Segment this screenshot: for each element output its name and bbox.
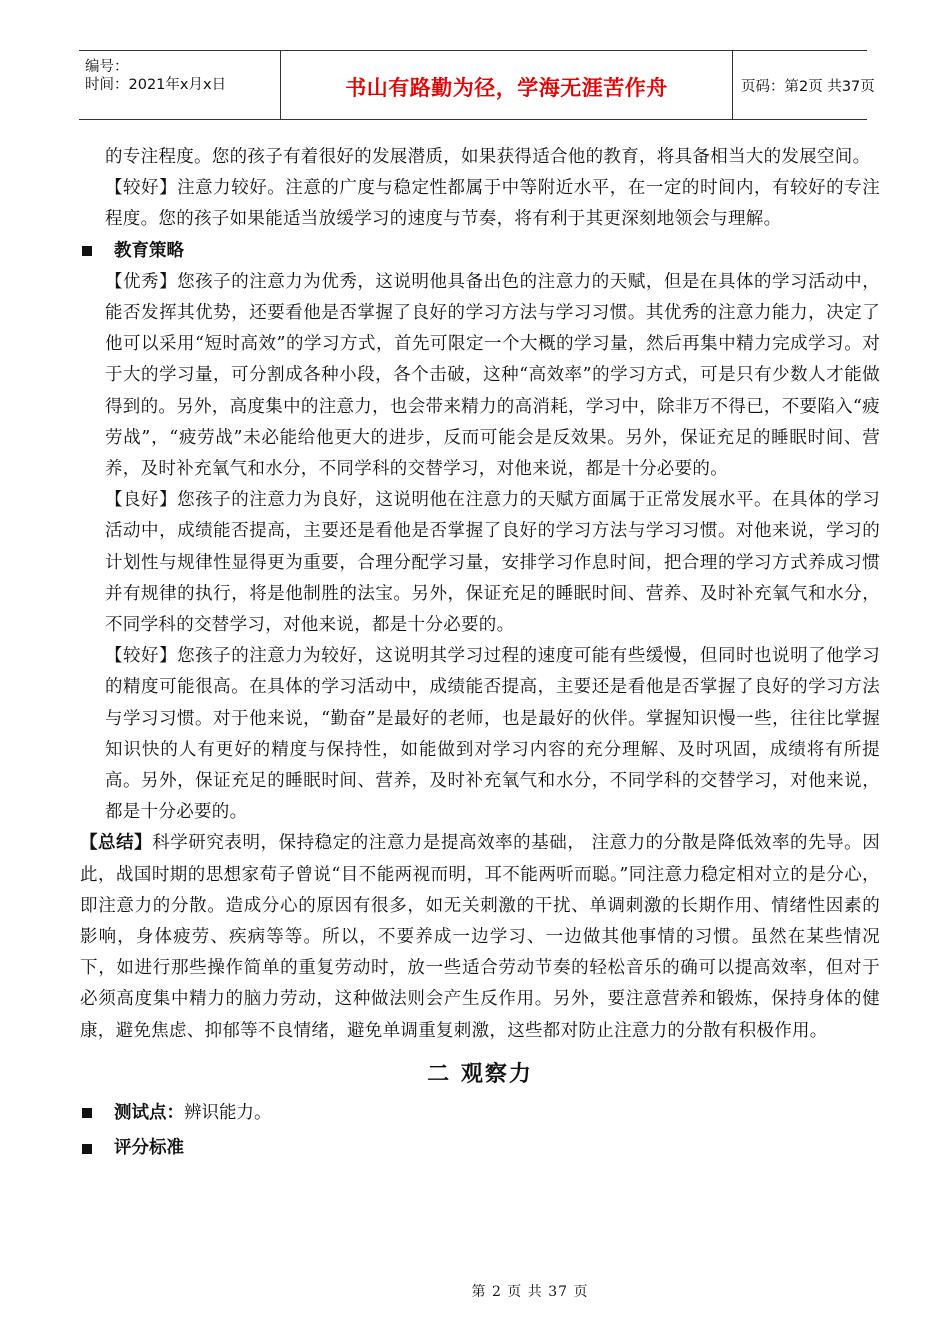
bullet-test-point [80, 1098, 880, 1129]
p1-line1: 的专注程度。您的孩子有着很好的发展潜质，如果获得适合他的教育，将具备相当大的发展 [105, 147, 817, 167]
square-bullet-icon [82, 1108, 92, 1118]
header-motto: 书山有路勤为径，学海无涯苦作舟 [345, 76, 668, 100]
number-label: 编号： [85, 59, 129, 75]
page-footer: 第 2 页 共 37 页 [471, 1284, 589, 1300]
paragraph-youxiu: 【优秀】您孩子的注意力为优秀，这说明他具备出色的注意力的天赋，但是在具体的学习活动中，能否发挥其优势，还要看他是否掌握了良好的学习方法与学习习惯。其优秀的注意力能力，决定了他可以采用“短时高效”的学习方式，首先可限定一个大概的学习量，然后再集中精力完成学习。对于大的学习量，可分割成各种小段，各个击破，这种“高效率”的学习方式，可是只有少数人才能做得到的。另外，高度集中的注意力，也会带来精力的高消耗，学习中，除非万不得已，不要陷入“疲劳战”，“疲劳战”未必能给他更大的进步，反而可能会是反效果。另外，保证充足的睡眠时间、营养，及时补充氧气和水分，不同学科的交替学习，对他来说，都是十分必要的。 [105, 271, 880, 480]
square-bullet-icon [82, 1144, 92, 1154]
criteria-label: 评分标准 [114, 1138, 184, 1159]
paragraph-jiaohao: 【较好】您孩子的注意力为较好，这说明其学习过程的速度可能有些缓慢，但同时也说明了他学习的精度可能很高。在具体的学习活动中，成绩能否提高，主要还是看他是否掌握了良好的学习方法与学习习惯。对于他来说，“勤奋”是最好的老师，也是最好的伙伴。掌握知识慢一些，往往比掌握知识快的人有更好的精度与保持性，如能做到对学习内容的充分理解、及时巩固，成绩将有所提高。另外，保证充足的睡眠时间、营养，及时补充氧气和水分，不同学科的交替学习，对他来说，都是十分必要的。 [105, 646, 880, 823]
document-body [80, 142, 880, 1164]
section-title: 二 观察力 [427, 1061, 533, 1087]
paragraph-lianghao: 【良好】您孩子的注意力为良好，这说明他在注意力的天赋方面属于正常发展水平。在具体的学习活动中，成绩能否提高，主要还是看他是否掌握了良好的学习方法与学习习惯。对他来说，学习的计划性与规律性显得更为重要，合理分配学习量，安排学习作息时间，把合理的学习方式养成习惯并有规律的执行，将是他制胜的法宝。另外，保证充足的睡眠时间、营养、及时补充氧气和水分，不同学科的交替学习，对他来说，都是十分必要的。 [105, 490, 880, 636]
summary-text: 科学研究表明，保持稳定的注意力是提高效率的基础， 注意力的分散是降低效率的先导。因此，战国时期的思想家荀子曾说“目不能两视而明，耳不能两听而聪。”同注意力稳定相对立的是分心，即注意力的分散。造成分心的原因有很多，如无关刺激的干扰、单调刺激的长期作用、情绪性因素的影响，身体疲劳、疾病等等。所以，不要养成一边学习、一边做其他事情的习惯。虽然在某些情况下，如进行那些操作简单的重复劳动时，放一些适合劳动节奏的轻松音乐的确可以提高效率，但对于必须高度集中精力的脑力劳动，这种做法则会产生反作用。另外，要注意营养和锻炼，保持身体的健康，避免焦虑、抑郁等不良情绪，避免单调重复刺激，这些都对防止注意力的分散有积极作用。 [80, 833, 881, 1041]
p1-line2: 空间。 [817, 147, 871, 167]
paragraph-jiaohao-level [80, 173, 880, 235]
header-table [79, 50, 875, 120]
square-bullet-icon [82, 246, 92, 256]
bullet-criteria [80, 1133, 880, 1164]
header-motto-cell [280, 51, 733, 119]
test-point-value: 辨识能力。 [184, 1102, 272, 1123]
test-point-label: 测试点： [114, 1102, 184, 1123]
bullet-strategy-label: 教育策略 [114, 240, 184, 261]
time-label: 时间：2021年x月x日 [85, 77, 227, 93]
p2-line2: 的专注程度。您的孩子如果能适当放缓学习的速度与节奏，将有利于其更深刻地领会与理解。 [105, 178, 881, 230]
bullet-education-strategy [80, 236, 880, 267]
paragraph-continuation [80, 142, 880, 173]
header-page-cell [731, 51, 875, 119]
header-left-cell [79, 51, 280, 119]
p2-tag: 【较好】 [105, 178, 178, 199]
p2-line1: 注意力较好。注意的广度与稳定性都属于中等附近水平，在一定的时间内，有较好 [177, 178, 827, 199]
summary-tag: 【总结】 [80, 833, 153, 854]
header-page-code: 页码：第2页 共37页 [741, 79, 875, 95]
paragraph-summary [80, 828, 880, 1046]
